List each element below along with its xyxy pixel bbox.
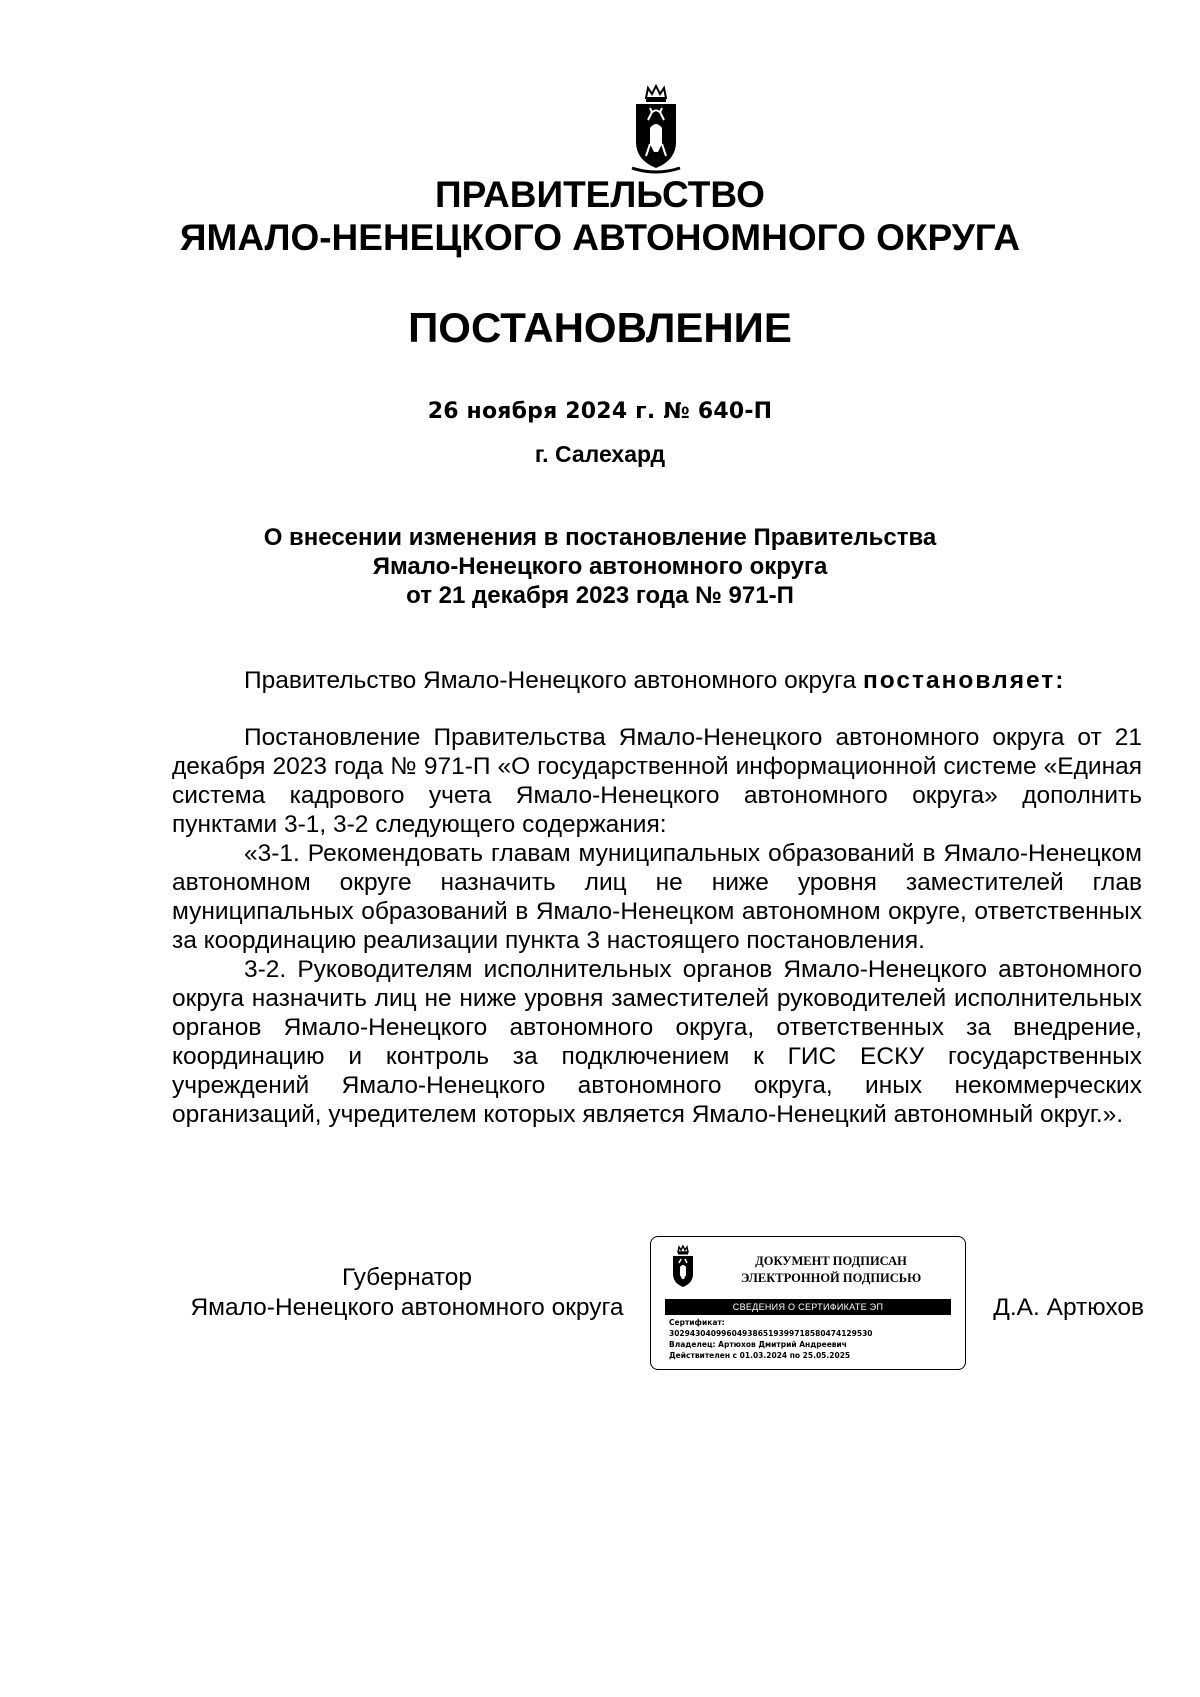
stamp-owner: Владелец: Артюхов Дмитрий Андреевич bbox=[669, 1340, 847, 1349]
body-paragraph-3: 3-2. Руководителям исполнительных органов Ямало-Ненецкого автономного округа назначить лиц не ниже уровня заместителей руководителей исполнительных органов Ямало-Ненецкого автономного округа, ответственных за внедрение, координацию и контроль за подключением к ГИС ЕСКУ государственных учреждений Ямало-Ненецкого автономного округа, иных некоммерческих организаций, учредителем которых является Ямало-Ненецкий автономный округ.». bbox=[172, 956, 1142, 1128]
document-city: г. Салехард bbox=[534, 441, 666, 467]
body-paragraph-1: Постановление Правительства Ямало-Ненецкого автономного округа от 21 декабря 2023 года № 971-П «О государственной информационной системе «Единая система кадрового учета Ямало-Ненецкого автономного округа» дополнить пунктами 3-1, 3-2 следующего содержания: bbox=[172, 724, 1142, 838]
subject-line1: О внесении изменения в постановление Правительства bbox=[263, 524, 937, 551]
signatory-name: Д.А. Артюхов bbox=[993, 1294, 1144, 1321]
yanao-coat-of-arms-icon bbox=[628, 84, 684, 176]
organization-name-line1: ПРАВИТЕЛЬСТВО bbox=[435, 174, 765, 215]
signatory-position-line2: Ямало-Ненецкого автономного округа bbox=[190, 1294, 624, 1321]
preamble-text: Правительство Ямало-Ненецкого автономного округа bbox=[244, 667, 863, 694]
document-type: ПОСТАНОВЛЕНИЕ bbox=[408, 304, 792, 351]
stamp-validity: Действителен с 01.03.2024 по 25.05.2025 bbox=[669, 1351, 851, 1360]
document-body bbox=[172, 723, 1142, 1129]
stamp-cert-label: Сертификат: bbox=[669, 1318, 725, 1327]
electronic-signature-stamp bbox=[650, 1236, 966, 1370]
document-number-date: 26 ноября 2024 г. № 640-П bbox=[427, 399, 773, 424]
stamp-title bbox=[711, 1253, 951, 1287]
document-subject bbox=[0, 523, 1200, 610]
stamp-certificate-bar: СВЕДЕНИЯ О СЕРТИФИКАТЕ ЭП bbox=[665, 1299, 951, 1315]
stamp-title-line2: ЭЛЕКТРОННОЙ ПОДПИСЬЮ bbox=[740, 1271, 922, 1285]
stamp-cert-number: 302943040996049386519399718580474129530 bbox=[669, 1329, 873, 1338]
subject-line2: Ямало-Ненецкого автономного округа bbox=[372, 553, 828, 580]
yanao-coat-of-arms-icon bbox=[667, 1245, 699, 1291]
signatory-position bbox=[172, 1263, 642, 1323]
stamp-title-line1: ДОКУМЕНТ ПОДПИСАН bbox=[755, 1254, 907, 1268]
subject-line3: от 21 декабря 2023 года № 971-П bbox=[406, 582, 794, 609]
stamp-certificate-details bbox=[669, 1317, 959, 1361]
preamble bbox=[172, 666, 1142, 695]
body-paragraph-2: «3-1. Рекомендовать главам муниципальных образований в Ямало-Ненецком автономном округе назначить лиц не ниже уровня заместителей глав муниципальных образований в Ямало-Ненецком автономном округе, ответственных за координацию реализации пункта 3 настоящего постановления. bbox=[172, 840, 1142, 954]
signatory-position-line1: Губернатор bbox=[342, 1264, 472, 1291]
preamble-emphasis: постановляет: bbox=[862, 667, 1066, 694]
organization-name-line2: ЯМАЛО-НЕНЕЦКОГО АВТОНОМНОГО ОКРУГА bbox=[179, 217, 1021, 258]
